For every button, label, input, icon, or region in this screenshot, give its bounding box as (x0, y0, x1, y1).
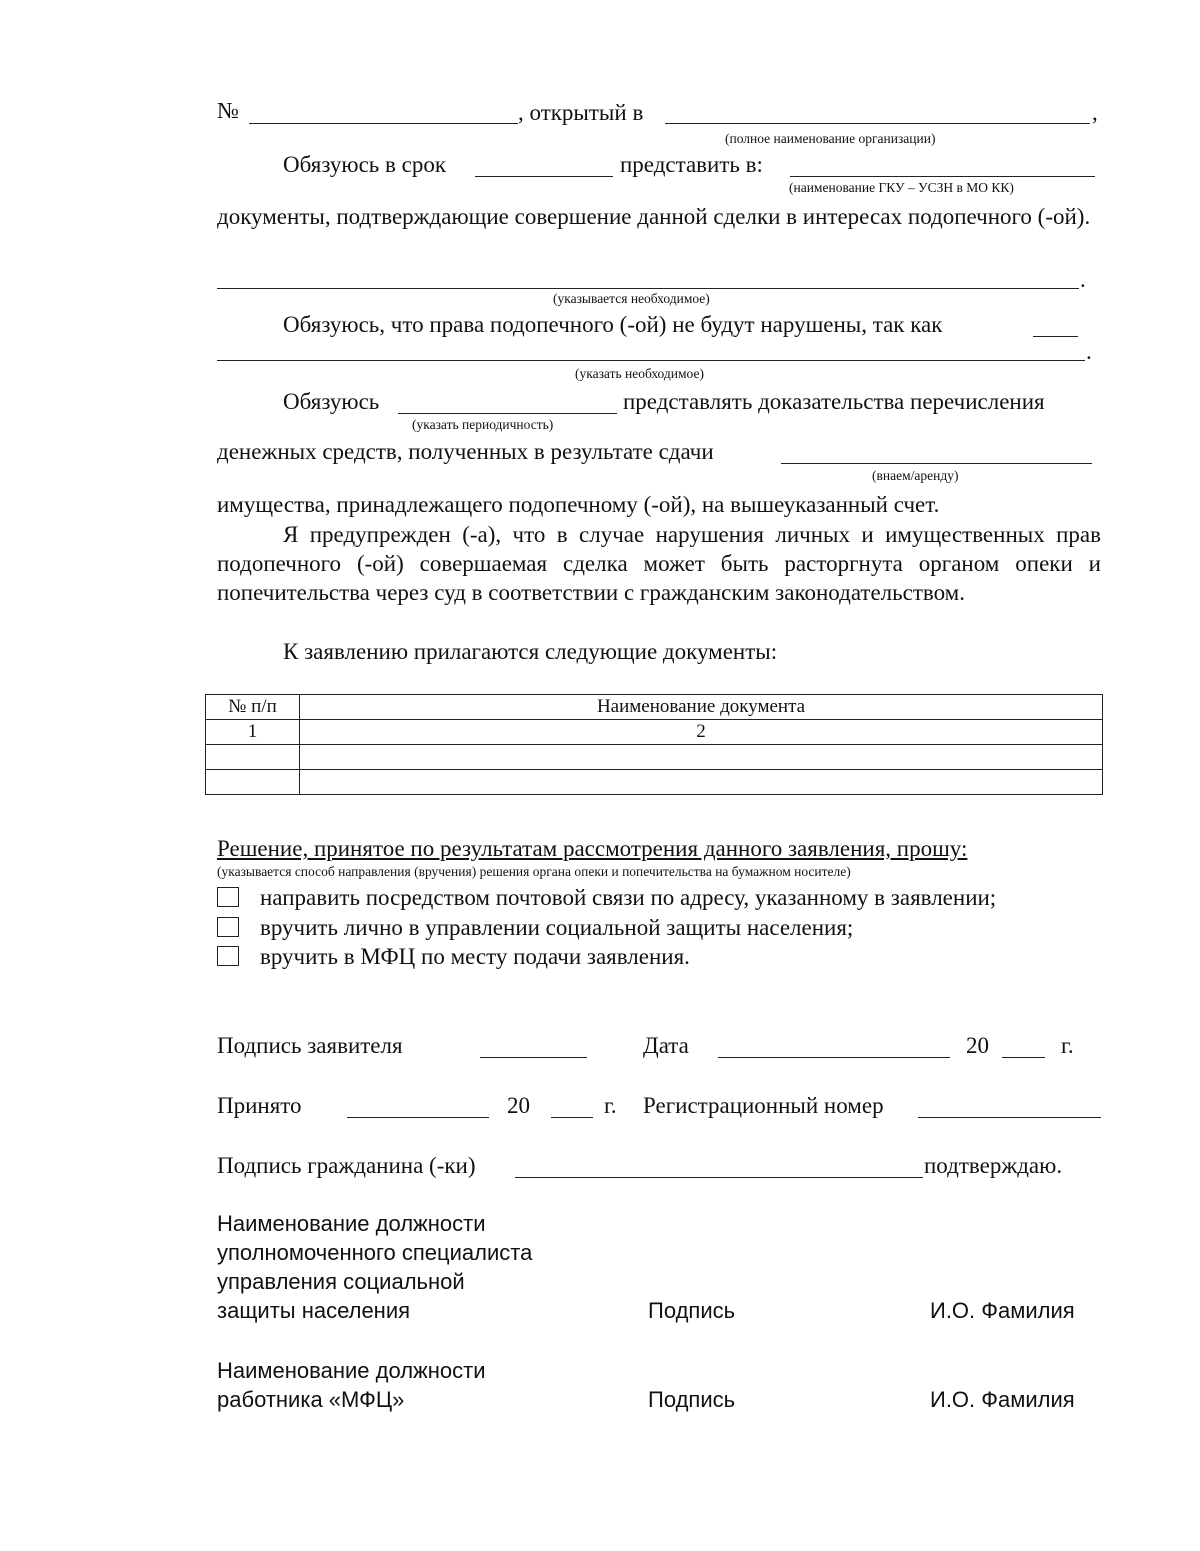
year-prefix: 20 (966, 1033, 989, 1058)
specialist-line: защиты населения (217, 1298, 411, 1323)
checkbox-in-person[interactable] (217, 917, 239, 937)
table-row (206, 770, 1103, 795)
option-postal: направить посредством почтовой связи по адресу, указанному в заявлении; (260, 885, 997, 910)
attachments-table (205, 694, 1103, 795)
attachments-intro: К заявлению прилагаются следующие документы: (283, 639, 778, 664)
citizen-signature-field[interactable] (515, 1177, 923, 1178)
decision-title: Решение, принятое по результатам рассмотрения данного заявления, прошу: (217, 836, 968, 861)
option-in-person: вручить лично в управлении социальной защиты населения; (260, 915, 854, 940)
deadline-field[interactable] (475, 176, 613, 177)
table-header-number: № п/п (206, 695, 300, 720)
citizen-signature-label: Подпись гражданина (-ки) (217, 1153, 476, 1178)
table-header-name: Наименование документа (300, 695, 1103, 720)
table-header-row (206, 695, 1103, 720)
required-field[interactable] (217, 288, 1079, 289)
table-cell[interactable] (206, 770, 300, 795)
specialist-name: И.О. Фамилия (930, 1298, 1075, 1323)
table-cell[interactable] (206, 745, 300, 770)
opened-in-text: , открытый в (518, 100, 644, 125)
required-caption: (указывается необходимое) (553, 291, 710, 306)
option-mfc: вручить в МФЦ по месту подачи заявления. (260, 944, 690, 969)
date-field[interactable] (718, 1057, 950, 1058)
reg-number-field[interactable] (918, 1117, 1101, 1118)
required-dot: . (1080, 267, 1086, 292)
table-cell[interactable] (300, 745, 1103, 770)
submit-to-text: представить в: (620, 152, 763, 177)
accepted-year-suffix: г. (604, 1093, 617, 1118)
mfc-worker-position (217, 1356, 486, 1414)
applicant-signature-label: Подпись заявителя (217, 1033, 403, 1058)
applicant-signature-field[interactable] (480, 1057, 587, 1058)
specialist-line: Наименование должности (217, 1211, 486, 1236)
year-suffix: г. (1061, 1033, 1074, 1058)
table-cell[interactable] (300, 770, 1103, 795)
mfc-worker-name: И.О. Фамилия (930, 1387, 1075, 1412)
evidence-text-1: Обязуюсь (283, 389, 380, 414)
header-comma: , (1092, 100, 1098, 125)
organization-caption: (полное наименование организации) (725, 131, 936, 146)
date-label: Дата (643, 1033, 689, 1058)
accepted-year-prefix: 20 (507, 1093, 530, 1118)
mfc-line: Наименование должности (217, 1358, 486, 1383)
periodicity-field[interactable] (398, 413, 617, 414)
deadline-text: Обязуюсь в срок (283, 152, 447, 177)
checkbox-postal[interactable] (217, 887, 239, 907)
checkbox-mfc[interactable] (217, 946, 239, 966)
mfc-line: работника «МФЦ» (217, 1387, 405, 1412)
mfc-worker-signature: Подпись (648, 1387, 736, 1412)
evidence-text-4: имущества, принадлежащего подопечному (-ой), на вышеуказанный счет. (217, 492, 940, 517)
warning-paragraph: Я предупрежден (-а), что в случае нарушения личных и имущественных прав подопечного (-ой) совершаемая сделка может быть расторгнута органом опеки и попечительства через суд в соответствии с гражданским законодательством. (217, 522, 1101, 605)
citizen-confirm: подтверждаю. (924, 1153, 1063, 1178)
specialist-position (217, 1209, 532, 1325)
periodicity-caption: (указать периодичность) (412, 417, 554, 432)
rent-type-field[interactable] (781, 463, 1092, 464)
agency-caption: (наименование ГКУ – УСЗН в МО КК) (789, 180, 1014, 195)
organization-field[interactable] (665, 123, 1090, 124)
rights-reason-field-start[interactable] (1033, 336, 1078, 337)
table-row (206, 745, 1103, 770)
evidence-text-3: денежных средств, полученных в результате сдачи (217, 439, 714, 464)
number-sign: № (217, 98, 239, 123)
deadline-continuation: документы, подтверждающие совершение данной сделки в интересах подопечного (-ой). (217, 204, 1091, 229)
rent-type-caption: (внаем/аренду) (872, 468, 959, 483)
reg-number-label: Регистрационный номер (643, 1093, 884, 1118)
accepted-date-field[interactable] (347, 1117, 489, 1118)
table-index-row (206, 720, 1103, 745)
specialist-line: уполномоченного специалиста (217, 1240, 533, 1265)
accepted-year-field[interactable] (551, 1117, 593, 1118)
agency-field[interactable] (790, 176, 1095, 177)
rights-dot: . (1086, 339, 1092, 364)
rights-reason-field[interactable] (217, 360, 1085, 361)
table-index-cell: 2 (300, 720, 1103, 745)
year-field[interactable] (1002, 1057, 1045, 1058)
account-number-field[interactable] (249, 123, 518, 124)
decision-caption: (указывается способ направления (вручения) решения органа опеки и попечительства на бумажном носителе) (217, 864, 851, 879)
rights-caption: (указать необходимое) (575, 366, 704, 381)
evidence-text-2: представлять доказательства перечисления (623, 389, 1045, 414)
specialist-signature: Подпись (648, 1298, 736, 1323)
accepted-label: Принято (217, 1093, 302, 1118)
specialist-line: управления социальной (217, 1269, 465, 1294)
rights-text: Обязуюсь, что права подопечного (-ой) не будут нарушены, так как (283, 312, 943, 337)
table-index-cell: 1 (206, 720, 300, 745)
